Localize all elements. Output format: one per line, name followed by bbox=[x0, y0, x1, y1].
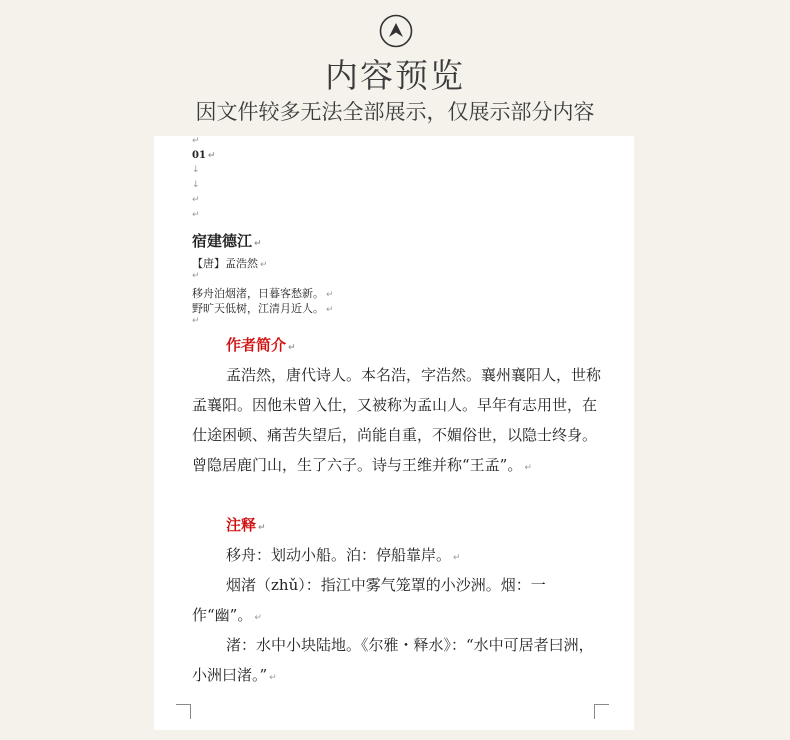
doc-number: 01 ↵ bbox=[192, 150, 216, 161]
note-paragraph: 移舟：划动小船。泊：停船靠岸。 ↵ bbox=[226, 546, 461, 564]
poem-line: 野旷天低树，江清月近人。 ↵ bbox=[192, 302, 334, 315]
page-corner-mark bbox=[594, 704, 609, 719]
paragraph-mark: ↵ bbox=[192, 271, 200, 281]
note-paragraph: 烟渚（zhǔ）：指江中雾气笼罩的小沙洲。烟：一作“幽”。 ↵ bbox=[192, 576, 546, 624]
section-heading-notes: 注释 ↵ bbox=[226, 516, 266, 534]
line-break-mark: ↓ bbox=[192, 165, 200, 175]
note-paragraph: 渚：水中小块陆地。《尔雅・释水》：“水中可居者曰洲，小洲曰渚。” ↵ bbox=[192, 636, 594, 684]
page-corner-mark bbox=[176, 704, 191, 719]
section-heading-author: 作者简介 ↵ bbox=[226, 336, 296, 354]
page-subtitle: 因文件较多无法全部展示，仅展示部分内容 bbox=[195, 100, 595, 124]
paragraph-mark: ↵ bbox=[192, 195, 200, 205]
paragraph-mark: ↵ bbox=[192, 136, 200, 146]
up-arrow-icon[interactable] bbox=[379, 14, 413, 48]
document-page bbox=[154, 136, 634, 730]
author-bio-paragraph: 孟浩然，唐代诗人。本名浩，字浩然。襄州襄阳人，世称孟襄阳。因他未曾入仕，又被称为孟山人。早年有志用世，在仕途困顿、痛苦失望后，尚能自重，不媚俗世，以隐士终身。曾隐居鹿门山，生了六子。诗与王维并称“王孟”。 ↵ bbox=[192, 366, 602, 474]
poem-title: 宿建德江 ↵ bbox=[192, 232, 262, 250]
poem-author: 【唐】孟浩然 ↵ bbox=[192, 257, 268, 270]
paragraph-mark: ↵ bbox=[192, 210, 200, 220]
paragraph-mark: ↵ bbox=[192, 316, 200, 326]
page-title: 内容预览 bbox=[325, 56, 465, 95]
line-break-mark: ↓ bbox=[192, 180, 200, 190]
preview-header bbox=[0, 0, 790, 136]
poem-line: 移舟泊烟渚，日暮客愁新。 ↵ bbox=[192, 287, 334, 300]
